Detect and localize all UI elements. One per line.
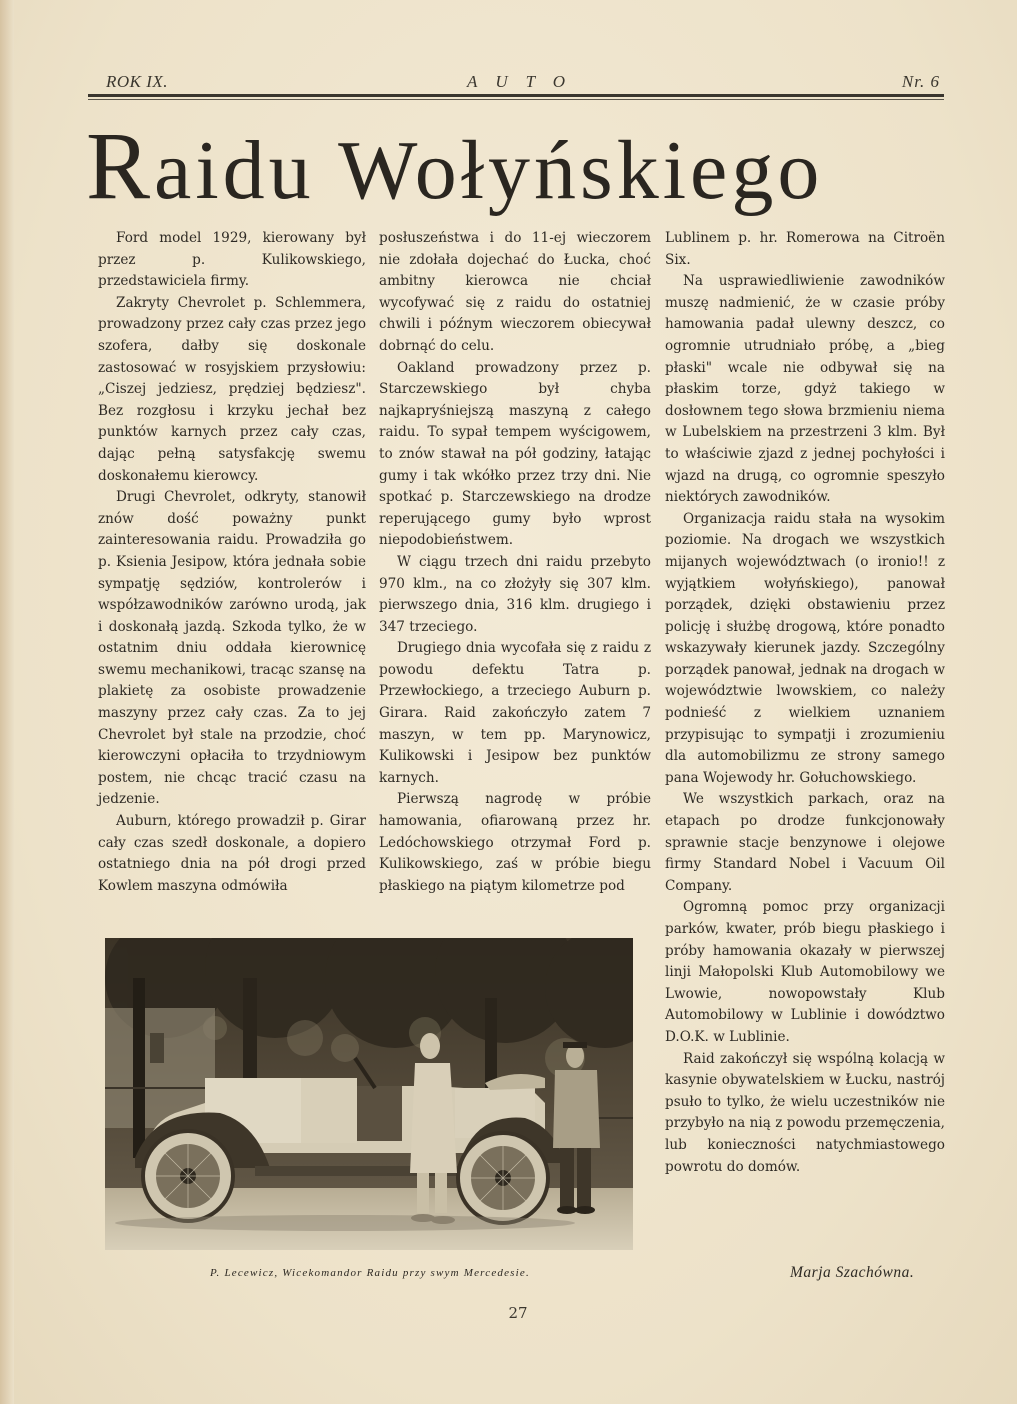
page-edge-shadow bbox=[0, 0, 14, 1404]
paragraph: Pierwszą nagrodę w próbie hamowania, ofiarowaną przez hr. Ledóchowskiego otrzymał Ford p. Kulikowskiego, zaś w próbie biegu płaskiego na piątym kilometrze pod bbox=[379, 791, 651, 894]
article-title bbox=[86, 112, 824, 219]
paragraph: Zakryty Chevrolet p. Schlemmera, prowadzony przez cały czas przez jego szofera, dałby się doskonale zastosować w rosyjskiem przysłowiu: „Ciszej jedziesz, prędziej będziesz". Bez rozgłosu i krzyku jechał bez punktów karnych przez cały czas, dając pełną satysfakcję swemu doskonałemu kierowcy. bbox=[98, 294, 366, 484]
paragraph: W ciągu trzech dni raidu przebyto 970 klm., na co złożyły się 307 klm. pierwszego dnia, 316 klm. drugiego i 347 trzeciego. bbox=[379, 553, 651, 635]
text-column-3 bbox=[665, 228, 945, 1178]
header-rule-thick bbox=[88, 94, 944, 97]
text-column-2 bbox=[379, 228, 651, 897]
paragraph: Lublinem p. hr. Romerowa na Citroën Six. bbox=[665, 230, 945, 268]
paragraph: Drugi Chevrolet, odkryty, stanowił znów dość poważny punkt zainteresowania raidu. Prowadziła go p. Ksienia Jesipow, która jednała sobie sympatję sędziów, kontrolerów i współzawodników zarówno urodą, jak i doskonałą jazdą. Szkoda tylko, że w ostatnim dniu oddała kierownicę swemu mechanikowi, tracąc szansę na plakietę za osobiste prowadzenie maszyny przez cały czas. Za to jej Chevrolet był stale na przodzie, choć kierowczyni opłaciła to trzydniowym postem, nie chcąc tracić czasu na jedzenie. bbox=[98, 489, 366, 808]
photo-caption: P. Lecewicz, Wicekomandor Raidu przy swym Mercedesie. bbox=[210, 1267, 530, 1279]
paragraph: Organizacja raidu stała na wysokim poziomie. Na drogach we wszystkich mijanych województwach (o ironio!! z wyjątkiem wołyńskiego), panował porządek, dzięki obstawieniu przez policję i służbę drogową, które ponadto wskazywały kierunek jazdy. Szczególny porządek panował, jednak na drogach w województwie lwowskiem, co należy podnieść z wielkiem uznaniem przypisując to sympatji i zrozumieniu dla automobilizmu ze strony samego pana Wojewody hr. Gołuchowskiego. bbox=[665, 510, 945, 786]
title-initial: R bbox=[86, 112, 155, 219]
paragraph: Auburn, którego prowadził p. Girar cały czas szedł doskonale, a dopiero ostatniego dnia na pół drogi przed Kowlem maszyna odmówiła bbox=[98, 813, 366, 894]
running-head bbox=[88, 68, 944, 92]
title-text: aidu Wołyńskiego bbox=[154, 124, 824, 217]
issue-number: Nr. 6 bbox=[901, 72, 940, 91]
header-rule-thin bbox=[88, 99, 944, 100]
vintage-car-photo-illustration bbox=[105, 938, 633, 1250]
paragraph: Ford model 1929, kierowany był przez p. Kulikowskiego, przedstawiciela firmy. bbox=[98, 230, 366, 290]
paragraph: We wszystkich parkach, oraz na etapach po drodze funkcjonowały sprawnie stacje benzynowe i olejowe firmy Standard Nobel i Vacuum Oil Company. bbox=[665, 791, 945, 894]
magazine-name: AUTO bbox=[466, 72, 584, 91]
paragraph: Raid zakończył się wspólną kolacją w kasynie obywatelskiem w Łucku, nastrój psuło to tylko, że wielu uczestników nie przybyło na nią z powodu przemęczenia, lub konieczności natychmiastowego powrotu do domów. bbox=[665, 1050, 945, 1175]
paragraph: Oakland prowadzony przez p. Starczewskiego był chyba najkapryśniejszą maszyną z całego raidu. To sypał tempem wyścigowem, to znów stawał na pół godziny, łatając gumy i tak wkółko przez trzy dni. Nie spotkać p. Starczewskiego na drodze reperującego gumy było wprost niepodobieństwem. bbox=[379, 359, 651, 549]
text-column-1 bbox=[98, 228, 366, 897]
article-photo bbox=[105, 938, 633, 1250]
page-number: 27 bbox=[508, 1304, 528, 1322]
volume-label: ROK IX. bbox=[106, 72, 169, 91]
paragraph: Drugiego dnia wycofała się z raidu z powodu defektu Tatra p. Przewłockiego, a trzeciego Auburn p. Girara. Raid zakończyło zatem 7 maszyn, w tem pp. Marynowicz, Kulikowski i Jesipow bez punktów karnych. bbox=[379, 640, 651, 786]
paragraph: posłuszeństwa i do 11-ej wieczorem nie zdołała dojechać do Łucka, choć ambitny kierowca nie chciał wycofywać się z raidu do ostatniej chwili i późnym wieczorem obiecywał dobrnąć do celu. bbox=[379, 230, 651, 354]
paragraph: Na usprawiedliwienie zawodników muszę nadmienić, że w czasie próby hamowania padał ulewny deszcz, co ogromnie utrudniało próbę, a „bieg płaski" wcale nie odbywał się na płaskim torze, gdyż takiego w dosłownem tego słowa brzmieniu niema w Lubelskiem na przestrzeni 3 klm. Był to właściwie zjazd z jednej pochyłości i wjazd na drugą, co ogromnie speszyło niektórych zawodników. bbox=[665, 273, 945, 506]
paragraph: Ogromną pomoc przy organizacji parków, kwater, prób biegu płaskiego i próby hamowania okazały w pierwszej linji Małopolski Klub Automobilowy we Lwowie, nowopowstały Klub Automobilowy w Lublinie i dowództwo D.O.K. w Lublinie. bbox=[665, 899, 945, 1045]
author-signature: Marja Szachówna. bbox=[790, 1264, 915, 1281]
